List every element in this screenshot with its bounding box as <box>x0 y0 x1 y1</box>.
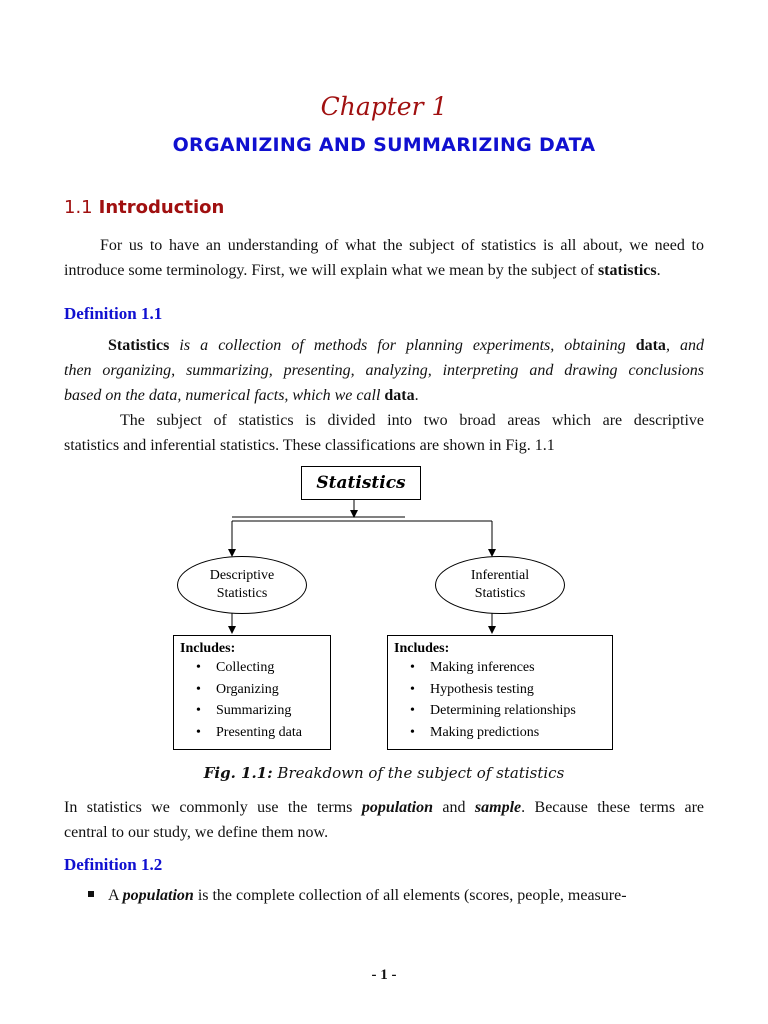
intro-line-1: For us to have an understanding of what the subject of statistics is all about, we need to <box>100 237 704 254</box>
descriptive-includes-list <box>180 657 330 743</box>
intro-text-end: . <box>656 262 661 279</box>
intro-paragraph <box>64 233 704 283</box>
definition-1-2-label: Definition 1.2 <box>64 855 163 874</box>
inferential-includes-title: Includes: <box>394 641 450 656</box>
descriptive-includes-title: Includes: <box>180 641 236 656</box>
square-bullet-icon <box>88 891 94 897</box>
intro-bold-term: statistics <box>597 262 657 279</box>
intro-line-2 <box>64 258 704 283</box>
def1-bold: data <box>635 337 666 354</box>
def1-line-2-text: then organizing, summarizing, presenting, analyzing, interpreting and drawing conclusions <box>64 362 704 379</box>
bullet-text-pre: A <box>108 887 123 904</box>
inferential-label-2: Statistics <box>474 586 526 601</box>
statistics-diagram <box>0 460 768 760</box>
list-item: • Summarizing <box>194 700 330 722</box>
term-sample: sample <box>474 799 522 816</box>
list-item: • Making predictions <box>408 722 612 744</box>
intro-text: introduce some terminology. First, we will explain what we mean by the subject of <box>64 262 598 279</box>
list-item: • Presenting data <box>194 722 330 744</box>
section-heading <box>64 197 224 218</box>
list-item: • Collecting <box>194 657 330 679</box>
descriptive-label-2: Statistics <box>216 586 268 601</box>
def1-text-end: , and <box>665 337 705 354</box>
inferential-includes-box <box>387 635 613 750</box>
list-item: • Organizing <box>194 679 330 701</box>
figure-caption <box>0 764 768 782</box>
def1-line-2 <box>64 358 704 383</box>
inferential-includes-list <box>394 657 612 743</box>
section-number: 1.1 <box>64 197 93 218</box>
descriptive-label-1: Descriptive <box>209 568 275 583</box>
term-population: population <box>361 799 433 816</box>
def1-line-3-end: . <box>414 387 419 404</box>
list-item: • Hypothesis testing <box>408 679 612 701</box>
def1-line-3-text: based on the data, numerical facts, which we call <box>64 387 385 404</box>
descriptive-includes-box <box>173 635 331 750</box>
page-number: - 1 - <box>371 967 397 983</box>
definition-1-1-body <box>64 333 704 458</box>
def1-line-1 <box>64 333 704 358</box>
def1-line-3-bold: data <box>384 387 415 404</box>
inferential-statistics-node <box>435 556 565 614</box>
def1-term: Statistics <box>108 337 170 354</box>
statistics-root-box: Statistics <box>301 466 421 500</box>
bullet-text: is the complete collection of all elements (scores, people, measure- <box>193 887 627 904</box>
list-item: • Making inferences <box>408 657 612 679</box>
figure-caption-text: Breakdown of the subject of statistics <box>272 764 565 782</box>
section-title: Introduction <box>98 197 225 218</box>
definition-1-1-label: Definition 1.1 <box>64 304 163 323</box>
bullet-term: population <box>122 887 194 904</box>
list-item: • Determining relationships <box>408 700 612 722</box>
terms-text-end: . Because these terms are <box>521 799 705 816</box>
terms-paragraph <box>64 795 704 845</box>
population-definition-item <box>88 887 627 905</box>
terms-line-2: central to our study, we define them now. <box>64 824 329 841</box>
figure-label: Fig. 1.1: <box>203 764 273 782</box>
def1-text: is a collection of methods for planning experiments, obtaining <box>169 337 636 354</box>
inferential-label-1: Inferential <box>470 568 530 583</box>
def1-line-3 <box>64 383 704 408</box>
descriptive-statistics-node <box>177 556 307 614</box>
terms-line-1 <box>64 795 704 820</box>
classification-line-2: statistics and inferential statistics. These classifications are shown in Fig. 1.1 <box>64 437 555 454</box>
terms-text: In statistics we commonly use the terms <box>64 799 362 816</box>
terms-and: and <box>432 799 475 816</box>
chapter-title: ORGANIZING AND SUMMARIZING DATA <box>172 134 596 156</box>
chapter-label: Chapter 1 <box>320 92 448 121</box>
classification-line-1: The subject of statistics is divided into two broad areas which are descriptive <box>120 412 704 429</box>
diagram-connectors <box>0 460 768 760</box>
